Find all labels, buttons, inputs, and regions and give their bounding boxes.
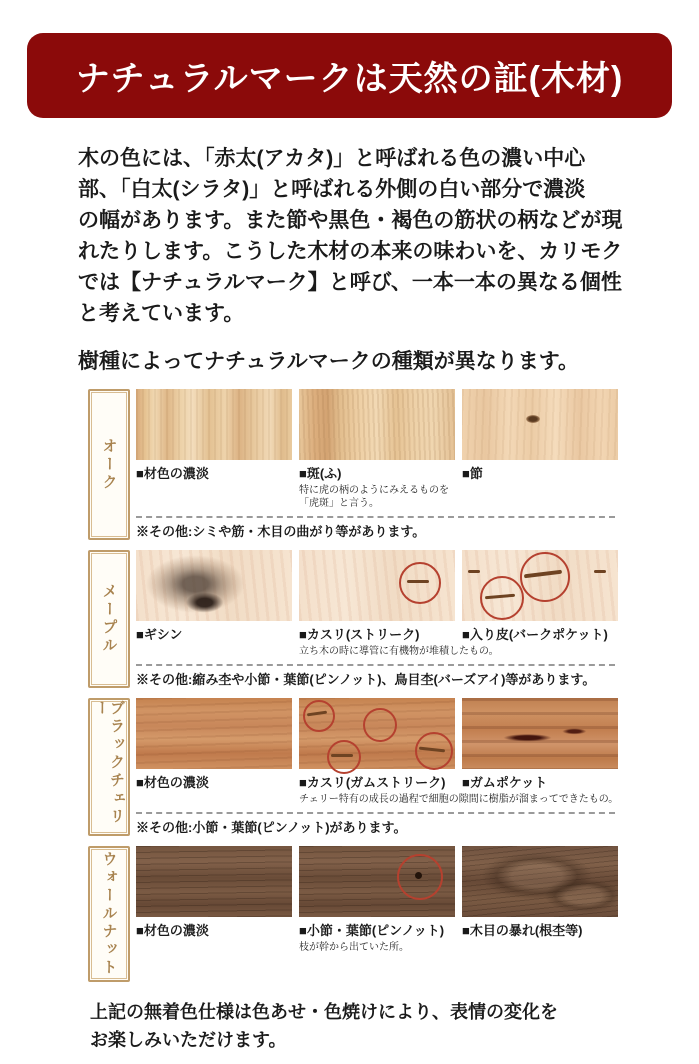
sample-photo-row [136, 389, 699, 510]
other-defects-note: ※その他:縮み杢や小節・葉節(ピンノット)、鳥目杢(バーズアイ)等があります。 [136, 672, 596, 687]
wood-sample-photo [136, 389, 292, 460]
sample-photo-row [136, 846, 699, 954]
species-table [88, 389, 699, 982]
knot-dot [415, 872, 422, 879]
sample-column [462, 550, 618, 658]
sample-column [299, 550, 499, 658]
sample-column [136, 389, 292, 510]
sample-caption: ■小節・葉節(ピンノット) [299, 923, 445, 938]
intro-line: の幅があります。また節や黒色・褐色の筋状の柄などが現 [78, 209, 623, 232]
footer-line: お楽しみいただけます。 [90, 1030, 287, 1050]
intro-line: 部、「白太(シラタ)」と呼ばれる外側の白い部分で濃淡 [78, 178, 586, 201]
title-banner [27, 33, 672, 118]
sample-caption: ■ガムポケット [462, 775, 548, 790]
sample-caption: ■ギシン [136, 627, 183, 642]
wood-sample-photo [299, 698, 455, 769]
intro-line: れたりします。こうした木材の本来の味わいを、カリモク [78, 240, 623, 263]
defect-streak-mark [468, 570, 480, 573]
species-label-box-oak [88, 389, 130, 540]
wood-sample-photo [136, 846, 292, 917]
species-label-box-maple [88, 550, 130, 688]
species-content-blackcherry [136, 698, 699, 836]
intro-line: と考えています。 [78, 302, 245, 325]
sample-column [299, 389, 455, 510]
species-section-blackcherry [88, 698, 699, 836]
sample-column [462, 698, 618, 806]
sample-column [136, 846, 292, 954]
defect-streak-mark [407, 580, 429, 583]
defect-circle-annotation [399, 562, 441, 604]
sample-subnote: 枝が幹から出ていた所。 [299, 942, 409, 953]
sample-column [462, 846, 618, 954]
species-label-box-walnut [88, 846, 130, 982]
dashed-divider [136, 664, 615, 666]
wood-sample-photo [136, 698, 292, 769]
dashed-divider [136, 812, 615, 814]
wood-sample-photo [136, 550, 292, 621]
knot-mark [526, 415, 540, 423]
sample-photo-row [136, 550, 699, 658]
sample-column [136, 550, 292, 658]
intro-line: では【ナチュラルマーク】と呼び、一本一本の異なる個性 [78, 271, 622, 294]
wood-sample-photo [462, 698, 618, 769]
wood-sample-photo [299, 550, 455, 621]
wood-sample-photo [299, 846, 455, 917]
species-content-oak [136, 389, 699, 540]
defect-circle-annotation [363, 708, 397, 742]
dashed-divider [136, 516, 615, 518]
wood-sample-photo [299, 389, 455, 460]
species-content-walnut [136, 846, 699, 982]
sample-subnote: チェリー特有の成長の過程で細胞の隙間に樹脂が溜まってできたもの。 [299, 794, 619, 805]
sample-column [462, 389, 618, 510]
species-content-maple [136, 550, 699, 688]
sample-caption: ■材色の濃淡 [136, 775, 209, 790]
sample-caption: ■材色の濃淡 [136, 923, 209, 938]
other-defects-note: ※その他:小節・葉節(ピンノット)があります。 [136, 820, 407, 835]
sample-column [299, 846, 455, 954]
intro-line: 木の色には、「赤太(アカタ)」と呼ばれる色の濃い中心 [78, 147, 586, 170]
wood-sample-photo [462, 846, 618, 917]
sample-caption: ■斑(ふ) [299, 466, 342, 481]
species-label-text: メープル [100, 583, 118, 655]
species-section-oak [88, 389, 699, 540]
species-label-box-blackcherry [88, 698, 130, 836]
species-section-maple [88, 550, 699, 688]
footer-line: 上記の無着色仕様は色あせ・色焼けにより、表情の変化を [90, 1002, 558, 1022]
sample-caption: ■材色の濃淡 [136, 466, 209, 481]
species-section-walnut [88, 846, 699, 982]
species-label-text: ウォールナット [100, 851, 118, 977]
sample-photo-row [136, 698, 699, 806]
species-label-text: オーク [100, 437, 118, 492]
sample-column [136, 698, 292, 806]
defect-streak-mark [331, 754, 353, 757]
sample-caption: ■カスリ(ストリーク) [299, 627, 420, 642]
sample-caption: ■カスリ(ガムストリーク) [299, 775, 446, 790]
sample-caption: ■入り皮(バークポケット) [462, 627, 608, 642]
wood-sample-photo [462, 389, 618, 460]
footer-paragraph [90, 998, 699, 1054]
species-table-heading: 樹種によってナチュラルマークの種類が異なります。 [78, 350, 580, 373]
sample-subnote: 立ち木の時に導管に有機物が堆積したもの。 [299, 646, 499, 657]
species-label-text: ブラックチェリー [93, 700, 125, 826]
defect-circle-annotation [327, 740, 361, 774]
page-title: ナチュラルマークは天然の証(木材) [75, 60, 624, 98]
sample-subnote: 特に虎の柄のようにみえるものを「虎斑」と言う。 [299, 485, 449, 509]
sample-caption: ■木目の暴れ(根杢等) [462, 923, 583, 938]
other-defects-note: ※その他:シミや筋・木目の曲がり等があります。 [136, 524, 426, 539]
wood-sample-photo [462, 550, 618, 621]
defect-streak-mark [594, 570, 606, 573]
sample-caption: ■節 [462, 466, 483, 481]
intro-paragraph [78, 143, 684, 329]
